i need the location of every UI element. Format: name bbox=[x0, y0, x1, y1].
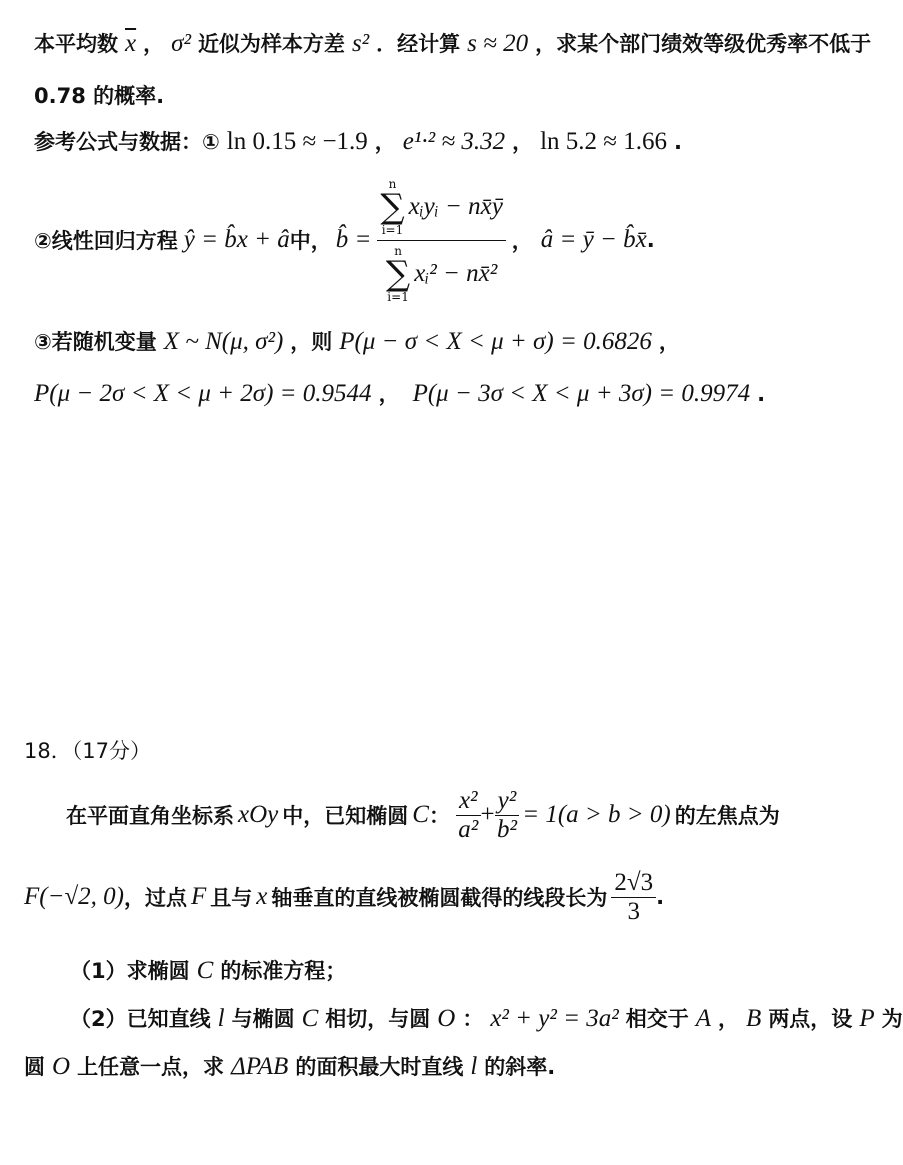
text-frag: 参考公式与数据：① bbox=[34, 130, 220, 154]
math-c: C bbox=[196, 957, 214, 984]
text-frag: 且与 bbox=[210, 886, 253, 910]
text-frag: ： bbox=[462, 1007, 484, 1031]
text-frag: 的左焦点为 bbox=[674, 804, 780, 828]
frac-num: x² bbox=[456, 787, 481, 816]
math-e12: e¹·² ≈ 3.32 bbox=[402, 128, 506, 155]
math-a: A bbox=[695, 1005, 712, 1032]
ellipse-x-fraction bbox=[456, 787, 481, 844]
frac-num: 2√3 bbox=[611, 869, 656, 898]
text-frag: . bbox=[757, 382, 766, 406]
math-s-approx: s ≈ 20 bbox=[467, 30, 529, 57]
text-frag: 相交于 bbox=[625, 1007, 689, 1031]
normal-line-1 bbox=[34, 326, 680, 356]
sum-lower: i=1 bbox=[387, 289, 409, 304]
math-bhat: b̂ = bbox=[335, 226, 372, 253]
text-frag: （1）求椭圆 bbox=[70, 959, 190, 983]
math-x: x bbox=[256, 883, 268, 910]
frac-den: b² bbox=[496, 815, 517, 843]
text-frag: . bbox=[656, 885, 665, 909]
text-frag: 的标准方程； bbox=[220, 959, 347, 983]
math-b: B bbox=[746, 1005, 762, 1032]
q18-paragraph-2 bbox=[24, 862, 664, 932]
bhat-fraction bbox=[377, 178, 505, 303]
q18-sub-2 bbox=[70, 1003, 903, 1033]
frac-num: y² bbox=[495, 787, 520, 816]
math-c: C bbox=[301, 1005, 319, 1032]
math-circle-eq: x² + y² = 3a² bbox=[490, 1005, 619, 1032]
sum-lower: i=1 bbox=[381, 222, 404, 237]
math-o: O bbox=[437, 1005, 456, 1032]
math-p2: P(μ − 2σ < X < μ + 2σ) = 0.9544 bbox=[34, 380, 372, 407]
normal-line-2 bbox=[34, 378, 765, 408]
question-number bbox=[24, 735, 151, 765]
text-frag: 为 bbox=[881, 1007, 903, 1031]
text-frag: 18．（17分） bbox=[24, 739, 151, 763]
text-frag: ， bbox=[143, 32, 165, 56]
ellipse-y-fraction bbox=[495, 787, 520, 844]
text-frag: 中，已知椭圆 bbox=[282, 804, 409, 828]
text-frag: . bbox=[646, 228, 655, 252]
text-frag: 上任意一点，求 bbox=[77, 1055, 225, 1079]
text-frag: ， bbox=[718, 1007, 740, 1031]
math-regression-eq: ŷ = b̂x + â bbox=[183, 226, 290, 253]
math-c: C bbox=[412, 801, 429, 828]
text-frag: ， bbox=[511, 229, 533, 253]
math-xoy: xOy bbox=[238, 801, 279, 828]
sum-upper: n bbox=[388, 176, 397, 191]
reference-formulas-line bbox=[34, 126, 682, 156]
text-line-1 bbox=[34, 28, 871, 58]
sum-icon: ∑ bbox=[385, 253, 411, 294]
text-frag: 近似为样本方差 bbox=[197, 32, 345, 56]
text-frag: 轴垂直的直线被椭圆截得的线段长为 bbox=[271, 886, 608, 910]
math-l: l bbox=[217, 1005, 225, 1032]
math-p: P bbox=[859, 1005, 875, 1032]
math-l: l bbox=[470, 1053, 478, 1080]
text-frag: ， bbox=[378, 382, 400, 406]
q18-paragraph-1 bbox=[66, 780, 780, 850]
math-ln015: ln 0.15 ≈ −1.9 bbox=[226, 128, 368, 155]
text-frag: ，则 bbox=[290, 330, 333, 354]
math-s2: s² bbox=[351, 30, 370, 57]
math-p3: P(μ − 3σ < X < μ + 3σ) = 0.9974 bbox=[412, 380, 751, 407]
text-frag: ，求某个部门绩效等级优秀率不低于 bbox=[535, 32, 872, 56]
text-frag: 的面积最大时直线 bbox=[295, 1055, 464, 1079]
text-frag: . bbox=[674, 130, 683, 154]
text-frag: ， bbox=[374, 130, 396, 154]
math-p1: P(μ − σ < X < μ + σ) = 0.6826 bbox=[339, 328, 652, 355]
text-frag: 两点，设 bbox=[768, 1007, 853, 1031]
math-triangle: ΔPAB bbox=[231, 1053, 289, 1080]
math-xbar: $\overline{x}$ bbox=[125, 30, 137, 57]
text-frag: 与椭圆 bbox=[231, 1007, 295, 1031]
text-frag: ： bbox=[428, 804, 450, 828]
text-frag: 的斜率. bbox=[484, 1055, 556, 1079]
math-numerator: xᵢyᵢ − nx̄ȳ bbox=[408, 192, 503, 220]
text-frag: ， bbox=[512, 130, 534, 154]
q18-sub-1 bbox=[70, 955, 346, 985]
q18-sub-2-cont bbox=[24, 1051, 555, 1081]
math-f: F bbox=[191, 883, 207, 910]
math-eq1: = 1(a > b > 0) bbox=[522, 801, 671, 828]
text-frag: 0.78 的概率. bbox=[34, 84, 165, 108]
math-ahat: â = ȳ − b̂x̄ bbox=[540, 226, 647, 253]
frac-den: 3 bbox=[627, 897, 641, 925]
text-frag: 中， bbox=[289, 229, 332, 253]
text-frag: 在平面直角坐标系 bbox=[66, 804, 234, 828]
math-ln52: ln 5.2 ≈ 1.66 bbox=[540, 128, 668, 155]
text-frag: ，过点 bbox=[124, 886, 188, 910]
math-plus: + bbox=[480, 801, 495, 828]
text-frag: 圆 bbox=[24, 1055, 45, 1079]
math-focus: F(−√2, 0) bbox=[24, 883, 125, 910]
segment-length-fraction bbox=[611, 869, 656, 926]
text-frag: （2）已知直线 bbox=[70, 1007, 211, 1031]
math-o: O bbox=[52, 1053, 71, 1080]
text-frag: ②线性回归方程 bbox=[34, 229, 178, 253]
text-frag: ， bbox=[658, 330, 680, 354]
sum-upper: n bbox=[394, 243, 402, 258]
text-frag: 相切，与圆 bbox=[325, 1007, 431, 1031]
regression-formula bbox=[34, 170, 655, 310]
text-frag: 本平均数 bbox=[34, 32, 118, 56]
math-normal: X ~ N(μ, σ²) bbox=[163, 328, 284, 355]
text-frag: ③若随机变量 bbox=[34, 330, 157, 354]
math-denominator: xᵢ² − nx̄² bbox=[414, 259, 498, 287]
text-line-2 bbox=[34, 80, 164, 110]
math-sigma2: σ² bbox=[171, 30, 191, 57]
frac-den: a² bbox=[458, 815, 479, 843]
text-frag: ．经计算 bbox=[376, 32, 461, 56]
sum-icon: ∑ bbox=[380, 186, 405, 227]
